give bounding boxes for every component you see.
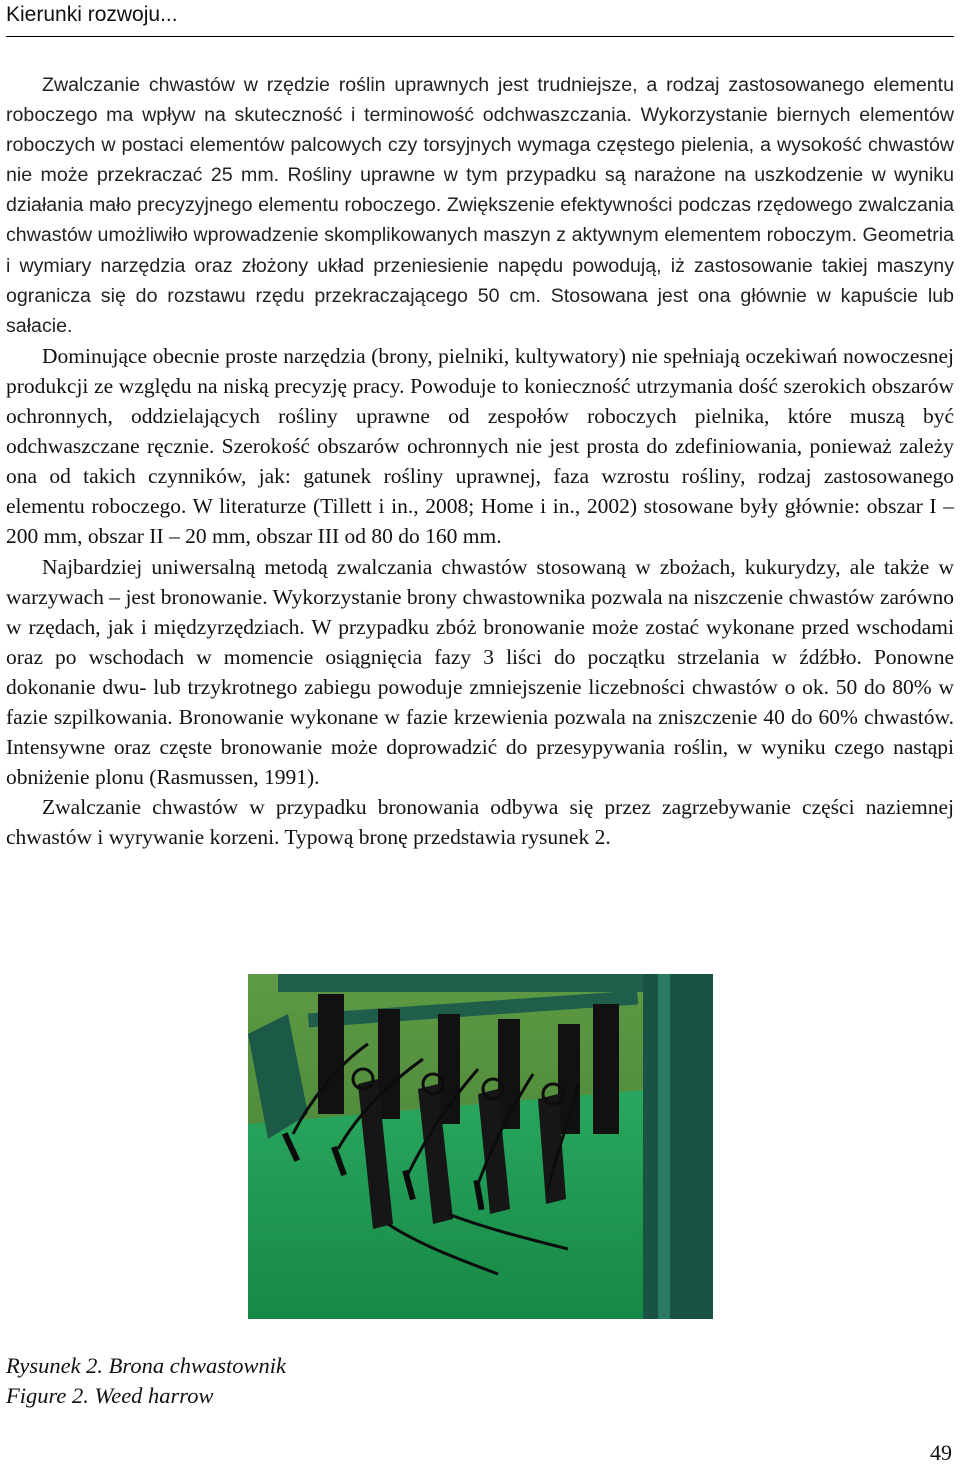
weed-harrow-photo — [248, 974, 713, 1319]
caption-english: Figure 2. Weed harrow — [6, 1383, 214, 1408]
paragraph-2: Dominujące obecnie proste narzędzia (brony, pielniki, kultywatory) nie spełniają oczekiwań nowoczesnej produkcji ze względu na niską precyzję pracy. Powoduje to konieczność utrzymania dość szerokich obszarów ochronnych, oddzielających rośliny uprawne od zespołów roboczych pielnika, które muszą być odchwaszczane ręcznie. Szerokość obszarów ochronnych nie jest prosta do zdefiniowania, ponieważ zależy ona od takich czynników, jak: gatunek rośliny uprawnej, faza wzrostu rośliny, rodzaj zastosowanego elementu roboczego. W literaturze (Tillett i in., 2008; Home i in., 2002) stosowane były głównie: obszar I – 200 mm, obszar II – 20 mm, obszar III od 80 do 160 mm. — [6, 343, 954, 549]
page-number: 49 — [930, 1440, 952, 1465]
running-header: Kierunki rozwoju... — [6, 3, 178, 26]
caption-polish: Rysunek 2. Brona chwastownik — [6, 1353, 286, 1378]
header-rule — [6, 36, 954, 37]
body-text — [6, 70, 954, 852]
figure-caption — [6, 1351, 286, 1411]
paragraph-4: Zwalczanie chwastów w przypadku bronowania odbywa się przez zagrzebywanie części naziemnej chwastów i wyrywanie korzeni. Typową bronę przedstawia rysunek 2. — [6, 795, 954, 850]
paragraph-3: Najbardziej uniwersalną metodą zwalczania chwastów stosowaną w zbożach, kukurydzy, ale także w warzywach – jest bronowanie. Wykorzystanie brony chwastownika pozwala na niszczenie chwastów zarówno w rzędach, jak i międzyrzędziach. W przypadku zbóż bronowanie może zostać wykonane przed wschodami oraz po wschodach w momencie osiągnięcia fazy 3 liści do początku strzelania w źdźbło. Ponowne dokonanie dwu- lub trzykrotnego zabiegu powoduje zmniejszenie liczebności chwastów o ok. 50 do 80% w fazie szpilkowania. Bronowanie wykonane w fazie krzewienia pozwala na zniszczenie 40 do 60% chwastów. Intensywne oraz częste bronowanie może doprowadzić do przesypywania roślin, w wyniku czego nastąpi obniżenie plonu (Rasmussen, 1991). — [6, 554, 954, 790]
paragraph-1: Zwalczanie chwastów w rzędzie roślin uprawnych jest trudniejsze, a rodzaj zastosowanego elementu roboczego ma wpływ na skuteczność i terminowość odchwaszczania. Wykorzystanie biernych elementów roboczych w postaci elementów palcowych czy torsyjnych wymaga częstego pielenia, a wysokość chwastów nie może przekraczać 25 mm. Rośliny uprawne w tym przypadku są narażone na uszkodzenie w wyniku działania mało precyzyjnego elementu roboczego. Zwiększenie efektywności podczas rzędowego zwalczania chwastów umożliwiło wprowadzenie skomplikowanych maszyn z aktywnym elementem roboczym. Geometria i wymiary narzędzia oraz złożony układ przeniesienie napędu powodują, iż zastosowanie takiej maszyny ogranicza się do rozstawu rzędu przekraczającego 50 cm. Stosowana jest ona głównie w kapuście lub sałacie. — [6, 74, 954, 337]
